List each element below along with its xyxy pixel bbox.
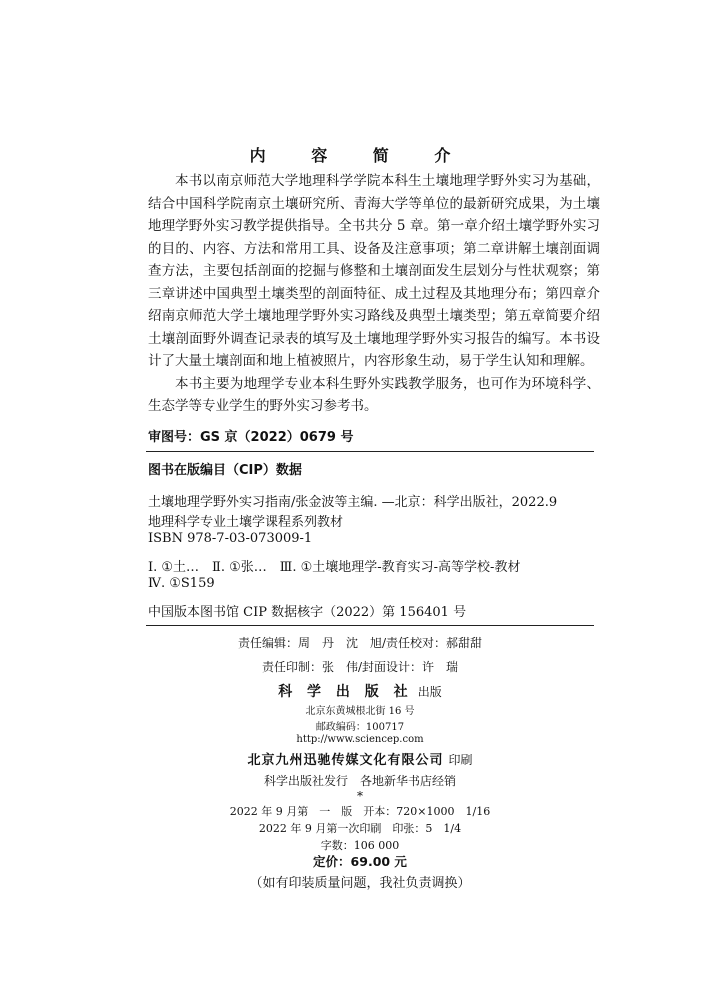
publisher-url: http://www.sciencep.com <box>296 734 424 745</box>
credits-editors: 责任编辑：周 丹 沈 旭/责任校对：郝甜甜 <box>237 636 483 650</box>
divider-bottom <box>146 625 594 626</box>
quality-notice: （如有印装质量问题，我社负责调换） <box>249 876 471 891</box>
printer-suffix: 印刷 <box>448 753 473 767</box>
divider-top <box>146 451 594 452</box>
intro-paragraph-1: 本书以南京师范大学地理科学学院本科生土壤地理学野外实习为基础，结合中国科学院南京土壤研究所、青海大学等单位的最新研究成果，为土壤地理学野外实习教学提供指导。全书共分 5 章。第一章介绍土壤学野外实习的目的、内容、方法和常用工具、设备及注意事项；第二章讲解土壤剖面调查方法，主要包括剖面的挖掘与修整和土壤剖面发生层划分与性状观察；第三章讲述中国典型土壤类型的剖面特征、成土过程及其地理分布；第四章介绍南京师范大学土壤地理学野外实习路线及典型土壤类型；第五章简要介绍土壤剖面野外调查记录表的填写及土壤地理学野外实习报告的编写。本书设计了大量土壤剖面和地上植被照片，内容形象生动，易于学生认知和理解。 <box>148 173 600 369</box>
edition-line-1: 2022 年 9 月第 一 版 开本：720×1000 1/16 <box>229 805 491 818</box>
price: 定价：69.00 元 <box>313 854 407 869</box>
printer-name: 北京九州迅驰传媒文化有限公司 <box>247 753 444 768</box>
cip-heading: 图书在版编目（CIP）数据 <box>148 463 302 478</box>
page-title: 内 容 简 介 <box>249 146 471 165</box>
intro-text <box>148 170 600 418</box>
publisher-suffix: 出版 <box>417 685 442 699</box>
map-approval-number: 审图号：GS 京（2022）0679 号 <box>148 430 354 445</box>
cip-record-number: 中国版本图书馆 CIP 数据核字（2022）第 156401 号 <box>148 605 467 620</box>
cip-classification-1: Ⅰ. ①土… Ⅱ. ①张… Ⅲ. ①土壤地理学-教育实习-高等学校-教材 <box>148 560 521 575</box>
cip-series-line: 地理科学专业土壤学课程系列教材 <box>148 515 344 530</box>
word-count: 字数：106 000 <box>320 839 400 852</box>
separator-star: * <box>357 789 363 803</box>
intro-paragraph-2: 本书主要为地理学专业本科生野外实践教学服务，也可作为环境科学、生态学等专业学生的野外实习参考书。 <box>148 375 600 414</box>
cip-bibliographic-line: 土壤地理学野外实习指南/张金波等主编. —北京：科学出版社，2022.9 <box>148 495 558 510</box>
publisher-address: 北京东黄城根北街 16 号 <box>305 706 415 717</box>
publisher-name: 科 学 出 版 社 <box>278 684 413 700</box>
cip-isbn: ISBN 978-7-03-073009-1 <box>148 531 313 546</box>
publisher-postcode: 邮政编码：100717 <box>315 722 405 733</box>
edition-line-2: 2022 年 9 月第一次印刷 印张：5 1/4 <box>258 822 462 835</box>
publisher-line <box>0 681 720 701</box>
cip-classification-2: Ⅳ. ①S159 <box>148 576 215 591</box>
printer-line <box>0 749 720 768</box>
credits-printing-design: 责任印制：张 伟/封面设计：许 瑞 <box>261 660 459 674</box>
distribution-line: 科学出版社发行 各地新华书店经销 <box>263 774 456 788</box>
